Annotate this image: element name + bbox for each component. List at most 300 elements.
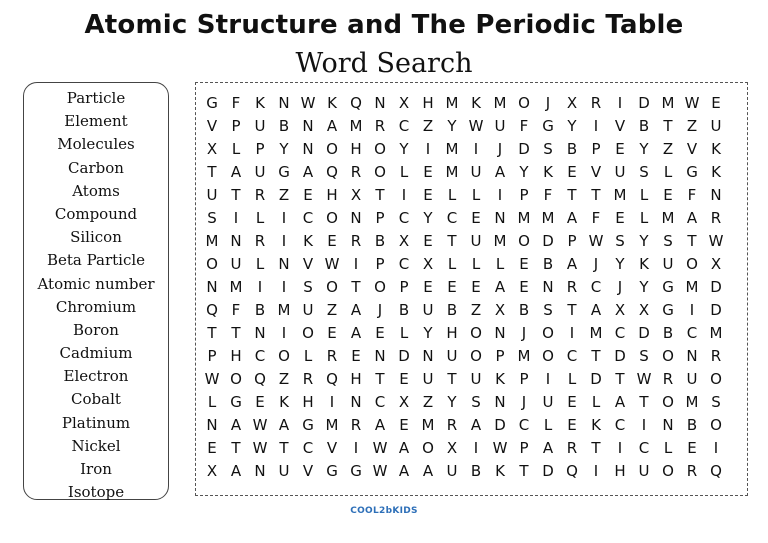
grid-letter[interactable]: V [302, 255, 314, 273]
grid-letter[interactable]: T [663, 117, 673, 135]
grid-letter[interactable]: G [350, 462, 362, 480]
grid-letter[interactable]: X [638, 301, 650, 319]
grid-letter[interactable]: E [687, 439, 697, 457]
grid-letter[interactable]: R [566, 439, 578, 457]
grid-letter[interactable]: A [350, 324, 362, 342]
grid-letter[interactable]: T [351, 278, 361, 296]
grid-letter[interactable]: J [497, 140, 503, 158]
grid-letter[interactable]: D [590, 370, 602, 388]
grid-letter[interactable]: U [278, 462, 290, 480]
grid-letter[interactable]: P [231, 117, 241, 135]
grid-letter[interactable]: E [567, 163, 577, 181]
grid-letter[interactable]: I [329, 393, 335, 411]
grid-letter[interactable]: Q [326, 370, 338, 388]
grid-letter[interactable]: B [542, 255, 554, 273]
grid-letter[interactable]: O [686, 255, 698, 273]
grid-letter[interactable]: Z [686, 117, 698, 135]
grid-letter[interactable]: A [566, 209, 578, 227]
grid-letter[interactable]: U [446, 347, 458, 365]
grid-letter[interactable]: K [711, 140, 721, 158]
grid-letter[interactable]: O [662, 393, 674, 411]
grid-letter[interactable]: Y [639, 140, 649, 158]
grid-letter[interactable]: M [277, 301, 291, 319]
grid-letter[interactable]: W [300, 94, 316, 112]
grid-letter[interactable]: V [206, 117, 218, 135]
grid-letter[interactable]: Z [326, 301, 338, 319]
grid-letter[interactable]: S [471, 393, 481, 411]
grid-letter[interactable]: C [398, 117, 410, 135]
grid-letter[interactable]: C [398, 255, 410, 273]
grid-letter[interactable]: D [494, 416, 506, 434]
grid-letter[interactable]: O [662, 462, 674, 480]
grid-letter[interactable]: A [566, 255, 578, 273]
grid-letter[interactable]: C [254, 347, 266, 365]
grid-letter[interactable]: U [638, 462, 650, 480]
grid-letter[interactable]: R [446, 416, 458, 434]
grid-letter[interactable]: O [542, 324, 554, 342]
grid-letter[interactable]: X [398, 232, 410, 250]
grid-letter[interactable]: E [423, 232, 433, 250]
grid-letter[interactable]: L [399, 163, 409, 181]
grid-letter[interactable]: W [372, 462, 388, 480]
grid-letter[interactable]: E [711, 94, 721, 112]
grid-letter[interactable]: I [473, 439, 479, 457]
grid-letter[interactable]: O [326, 209, 338, 227]
grid-letter[interactable]: Q [566, 462, 578, 480]
grid-letter[interactable]: M [517, 347, 531, 365]
grid-letter[interactable]: C [518, 416, 530, 434]
grid-letter[interactable]: W [588, 232, 604, 250]
grid-letter[interactable]: E [423, 163, 433, 181]
grid-letter[interactable]: P [399, 278, 409, 296]
grid-letter[interactable]: Y [423, 209, 433, 227]
grid-letter[interactable]: K [303, 232, 313, 250]
grid-letter[interactable]: E [351, 347, 361, 365]
grid-letter[interactable]: Y [639, 232, 649, 250]
grid-letter[interactable]: D [710, 278, 722, 296]
grid-letter[interactable]: R [350, 232, 362, 250]
grid-letter[interactable]: J [521, 324, 527, 342]
grid-letter[interactable]: J [521, 393, 527, 411]
grid-letter[interactable]: B [638, 117, 650, 135]
grid-letter[interactable]: Z [422, 393, 434, 411]
grid-letter[interactable]: N [542, 278, 554, 296]
grid-letter[interactable]: E [567, 393, 577, 411]
grid-letter[interactable]: M [445, 163, 459, 181]
grid-letter[interactable]: A [302, 163, 314, 181]
grid-letter[interactable]: W [636, 370, 652, 388]
grid-letter[interactable]: J [617, 278, 623, 296]
grid-letter[interactable]: C [374, 393, 386, 411]
grid-letter[interactable]: L [639, 186, 649, 204]
grid-letter[interactable]: E [423, 278, 433, 296]
grid-letter[interactable]: W [684, 94, 700, 112]
grid-letter[interactable]: I [593, 117, 599, 135]
grid-letter[interactable]: T [567, 186, 577, 204]
grid-letter[interactable]: I [353, 255, 359, 273]
grid-letter[interactable]: Y [447, 117, 457, 135]
grid-letter[interactable]: W [372, 439, 388, 457]
grid-letter[interactable]: Z [278, 370, 290, 388]
grid-letter[interactable]: T [279, 439, 289, 457]
grid-letter[interactable]: R [254, 232, 266, 250]
grid-letter[interactable]: U [206, 186, 218, 204]
grid-letter[interactable]: M [493, 94, 507, 112]
grid-letter[interactable]: L [231, 140, 241, 158]
grid-letter[interactable]: N [686, 347, 698, 365]
grid-letter[interactable]: M [325, 416, 339, 434]
grid-letter[interactable]: G [230, 393, 242, 411]
grid-letter[interactable]: M [517, 209, 531, 227]
grid-letter[interactable]: R [350, 163, 362, 181]
grid-letter[interactable]: A [230, 462, 242, 480]
grid-letter[interactable]: E [519, 255, 529, 273]
grid-letter[interactable]: N [302, 117, 314, 135]
grid-letter[interactable]: S [543, 301, 553, 319]
grid-letter[interactable]: U [470, 163, 482, 181]
grid-letter[interactable]: J [377, 301, 383, 319]
grid-letter[interactable]: A [230, 163, 242, 181]
grid-letter[interactable]: X [614, 301, 626, 319]
grid-letter[interactable]: J [545, 94, 551, 112]
grid-letter[interactable]: Q [206, 301, 218, 319]
grid-letter[interactable]: O [710, 416, 722, 434]
grid-letter[interactable]: M [205, 232, 219, 250]
grid-letter[interactable]: N [494, 209, 506, 227]
grid-letter[interactable]: U [614, 163, 626, 181]
grid-letter[interactable]: X [398, 94, 410, 112]
grid-letter[interactable]: K [327, 94, 337, 112]
grid-letter[interactable]: L [303, 347, 313, 365]
grid-letter[interactable]: L [567, 370, 577, 388]
grid-letter[interactable]: R [326, 347, 338, 365]
grid-letter[interactable]: Z [470, 301, 482, 319]
grid-letter[interactable]: X [206, 140, 218, 158]
grid-letter[interactable]: O [302, 324, 314, 342]
grid-letter[interactable]: A [398, 439, 410, 457]
grid-letter[interactable]: R [302, 370, 314, 388]
grid-letter[interactable]: B [254, 301, 266, 319]
grid-letter[interactable]: U [422, 301, 434, 319]
grid-letter[interactable]: K [591, 416, 601, 434]
grid-letter[interactable]: Z [278, 186, 290, 204]
grid-letter[interactable]: N [278, 94, 290, 112]
grid-letter[interactable]: L [471, 186, 481, 204]
grid-letter[interactable]: N [230, 232, 242, 250]
grid-letter[interactable]: Z [662, 140, 674, 158]
grid-letter[interactable]: M [709, 324, 723, 342]
grid-letter[interactable]: Y [615, 255, 625, 273]
grid-letter[interactable]: Z [422, 117, 434, 135]
grid-letter[interactable]: T [591, 347, 601, 365]
grid-letter[interactable]: E [255, 393, 265, 411]
grid-letter[interactable]: C [398, 209, 410, 227]
grid-letter[interactable]: E [615, 209, 625, 227]
grid-letter[interactable]: O [230, 370, 242, 388]
grid-letter[interactable]: K [255, 94, 265, 112]
grid-letter[interactable]: N [254, 462, 266, 480]
grid-letter[interactable]: R [710, 347, 722, 365]
grid-letter[interactable]: V [302, 462, 314, 480]
grid-letter[interactable]: P [207, 347, 217, 365]
grid-letter[interactable]: P [375, 209, 385, 227]
grid-letter[interactable]: S [207, 209, 217, 227]
grid-letter[interactable]: T [375, 186, 385, 204]
grid-letter[interactable]: I [569, 324, 575, 342]
grid-letter[interactable]: I [497, 186, 503, 204]
grid-letter[interactable]: M [421, 416, 435, 434]
grid-letter[interactable]: A [614, 393, 626, 411]
grid-letter[interactable]: C [614, 416, 626, 434]
grid-letter[interactable]: Y [639, 278, 649, 296]
grid-letter[interactable]: I [593, 462, 599, 480]
grid-letter[interactable]: K [639, 255, 649, 273]
grid-letter[interactable]: X [710, 255, 722, 273]
grid-letter[interactable]: C [614, 324, 626, 342]
grid-letter[interactable]: L [255, 209, 265, 227]
grid-letter[interactable]: M [229, 278, 243, 296]
grid-letter[interactable]: S [543, 140, 553, 158]
grid-letter[interactable]: G [662, 278, 674, 296]
grid-letter[interactable]: A [542, 439, 554, 457]
grid-letter[interactable]: L [543, 416, 553, 434]
grid-letter[interactable]: N [302, 140, 314, 158]
grid-letter[interactable]: M [349, 117, 363, 135]
grid-letter[interactable]: E [519, 278, 529, 296]
grid-letter[interactable]: I [617, 94, 623, 112]
grid-letter[interactable]: G [542, 117, 554, 135]
grid-letter[interactable]: L [591, 393, 601, 411]
grid-letter[interactable]: O [206, 255, 218, 273]
grid-letter[interactable]: M [685, 278, 699, 296]
grid-letter[interactable]: K [279, 393, 289, 411]
grid-letter[interactable]: U [494, 117, 506, 135]
grid-letter[interactable]: U [470, 370, 482, 388]
grid-letter[interactable]: G [326, 462, 338, 480]
grid-letter[interactable]: H [326, 186, 338, 204]
grid-letter[interactable]: O [470, 324, 482, 342]
grid-letter[interactable]: X [566, 94, 578, 112]
grid-letter[interactable]: I [473, 140, 479, 158]
grid-letter[interactable]: B [518, 301, 530, 319]
grid-letter[interactable]: I [233, 209, 239, 227]
grid-letter[interactable]: P [495, 347, 505, 365]
grid-letter[interactable]: E [399, 370, 409, 388]
grid-letter[interactable]: A [326, 117, 338, 135]
grid-letter[interactable]: J [593, 255, 599, 273]
grid-letter[interactable]: C [638, 439, 650, 457]
grid-letter[interactable]: O [662, 347, 674, 365]
grid-letter[interactable]: O [542, 347, 554, 365]
grid-letter[interactable]: N [206, 416, 218, 434]
grid-letter[interactable]: B [446, 301, 458, 319]
grid-letter[interactable]: R [374, 117, 386, 135]
grid-letter[interactable]: B [278, 117, 290, 135]
grid-letter[interactable]: I [281, 278, 287, 296]
grid-letter[interactable]: G [662, 301, 674, 319]
grid-letter[interactable]: G [686, 163, 698, 181]
grid-letter[interactable]: F [591, 209, 601, 227]
grid-letter[interactable]: P [375, 255, 385, 273]
grid-letter[interactable]: W [708, 232, 724, 250]
grid-letter[interactable]: N [494, 393, 506, 411]
grid-letter[interactable]: R [662, 370, 674, 388]
grid-letter[interactable]: W [468, 117, 484, 135]
grid-letter[interactable]: A [590, 301, 602, 319]
grid-letter[interactable]: W [492, 439, 508, 457]
grid-letter[interactable]: A [494, 278, 506, 296]
grid-letter[interactable]: N [254, 324, 266, 342]
grid-letter[interactable]: T [207, 163, 217, 181]
grid-letter[interactable]: I [281, 232, 287, 250]
grid-letter[interactable]: I [617, 439, 623, 457]
grid-letter[interactable]: T [639, 393, 649, 411]
grid-letter[interactable]: W [324, 255, 340, 273]
grid-letter[interactable]: K [711, 163, 721, 181]
grid-letter[interactable]: Y [399, 140, 409, 158]
grid-letter[interactable]: A [686, 209, 698, 227]
grid-letter[interactable]: C [446, 209, 458, 227]
grid-letter[interactable]: K [543, 163, 553, 181]
grid-letter[interactable]: F [231, 301, 241, 319]
grid-letter[interactable]: W [204, 370, 220, 388]
grid-letter[interactable]: I [689, 301, 695, 319]
grid-letter[interactable]: A [494, 163, 506, 181]
grid-letter[interactable]: E [327, 232, 337, 250]
grid-letter[interactable]: H [230, 347, 242, 365]
grid-letter[interactable]: N [350, 393, 362, 411]
grid-letter[interactable]: U [422, 370, 434, 388]
grid-letter[interactable]: O [278, 347, 290, 365]
grid-letter[interactable]: G [302, 416, 314, 434]
grid-letter[interactable]: H [302, 393, 314, 411]
grid-letter[interactable]: X [398, 393, 410, 411]
grid-letter[interactable]: O [710, 370, 722, 388]
grid-letter[interactable]: S [615, 232, 625, 250]
grid-letter[interactable]: N [374, 347, 386, 365]
grid-letter[interactable]: P [567, 232, 577, 250]
grid-letter[interactable]: N [422, 347, 434, 365]
grid-letter[interactable]: S [639, 163, 649, 181]
grid-letter[interactable]: E [447, 278, 457, 296]
grid-letter[interactable]: A [470, 416, 482, 434]
grid-letter[interactable]: O [518, 232, 530, 250]
grid-letter[interactable]: E [615, 140, 625, 158]
grid-letter[interactable]: U [470, 232, 482, 250]
grid-letter[interactable]: F [231, 94, 241, 112]
grid-letter[interactable]: H [350, 140, 362, 158]
grid-letter[interactable]: T [519, 462, 529, 480]
grid-letter[interactable]: V [614, 117, 626, 135]
grid-letter[interactable]: W [252, 416, 268, 434]
grid-letter[interactable]: I [641, 416, 647, 434]
grid-letter[interactable]: O [422, 439, 434, 457]
grid-letter[interactable]: I [545, 370, 551, 388]
grid-letter[interactable]: L [255, 255, 265, 273]
grid-letter[interactable]: R [566, 278, 578, 296]
grid-letter[interactable]: K [495, 370, 505, 388]
grid-letter[interactable]: M [445, 94, 459, 112]
grid-letter[interactable]: C [566, 347, 578, 365]
grid-letter[interactable]: E [663, 186, 673, 204]
grid-letter[interactable]: S [639, 347, 649, 365]
grid-letter[interactable]: B [374, 232, 386, 250]
grid-letter[interactable]: O [518, 94, 530, 112]
grid-letter[interactable]: R [686, 462, 698, 480]
grid-letter[interactable]: U [254, 117, 266, 135]
grid-letter[interactable]: L [471, 255, 481, 273]
grid-letter[interactable]: E [471, 278, 481, 296]
grid-letter[interactable]: T [447, 370, 457, 388]
grid-letter[interactable]: X [350, 186, 362, 204]
grid-letter[interactable]: P [591, 140, 601, 158]
grid-letter[interactable]: U [686, 370, 698, 388]
grid-letter[interactable]: S [711, 393, 721, 411]
grid-letter[interactable]: A [374, 416, 386, 434]
grid-letter[interactable]: L [207, 393, 217, 411]
grid-letter[interactable]: A [278, 416, 290, 434]
grid-letter[interactable]: T [231, 324, 241, 342]
grid-letter[interactable]: I [425, 140, 431, 158]
grid-letter[interactable]: S [663, 232, 673, 250]
grid-letter[interactable]: L [663, 163, 673, 181]
grid-letter[interactable]: A [350, 301, 362, 319]
grid-letter[interactable]: G [278, 163, 290, 181]
grid-letter[interactable]: O [326, 140, 338, 158]
grid-letter[interactable]: U [230, 255, 242, 273]
grid-letter[interactable]: X [422, 255, 434, 273]
grid-letter[interactable]: N [494, 324, 506, 342]
grid-letter[interactable]: Q [326, 163, 338, 181]
grid-letter[interactable]: Y [519, 163, 529, 181]
grid-letter[interactable]: T [591, 186, 601, 204]
grid-letter[interactable]: U [542, 393, 554, 411]
grid-letter[interactable]: Y [567, 117, 577, 135]
grid-letter[interactable]: T [231, 439, 241, 457]
grid-letter[interactable]: K [495, 462, 505, 480]
grid-letter[interactable]: Q [710, 462, 722, 480]
grid-letter[interactable]: I [281, 209, 287, 227]
grid-letter[interactable]: X [206, 462, 218, 480]
grid-letter[interactable]: C [302, 209, 314, 227]
grid-letter[interactable]: H [422, 94, 434, 112]
grid-letter[interactable]: V [590, 163, 602, 181]
grid-letter[interactable]: R [710, 209, 722, 227]
grid-letter[interactable]: T [231, 186, 241, 204]
grid-letter[interactable]: L [447, 255, 457, 273]
grid-letter[interactable]: F [687, 186, 697, 204]
grid-letter[interactable]: D [614, 347, 626, 365]
grid-letter[interactable]: Q [350, 94, 362, 112]
grid-letter[interactable]: B [398, 301, 410, 319]
grid-letter[interactable]: H [614, 462, 626, 480]
grid-letter[interactable]: C [302, 439, 314, 457]
grid-letter[interactable]: P [519, 186, 529, 204]
grid-letter[interactable]: E [399, 416, 409, 434]
grid-letter[interactable]: G [206, 94, 218, 112]
grid-letter[interactable]: E [207, 439, 217, 457]
grid-letter[interactable]: T [567, 301, 577, 319]
grid-letter[interactable]: L [663, 439, 673, 457]
grid-letter[interactable]: Q [254, 370, 266, 388]
grid-letter[interactable]: N [206, 278, 218, 296]
grid-letter[interactable]: P [255, 140, 265, 158]
grid-letter[interactable]: O [374, 140, 386, 158]
grid-letter[interactable]: P [519, 370, 529, 388]
grid-letter[interactable]: Y [447, 393, 457, 411]
grid-letter[interactable]: B [470, 462, 482, 480]
grid-letter[interactable]: T [615, 370, 625, 388]
